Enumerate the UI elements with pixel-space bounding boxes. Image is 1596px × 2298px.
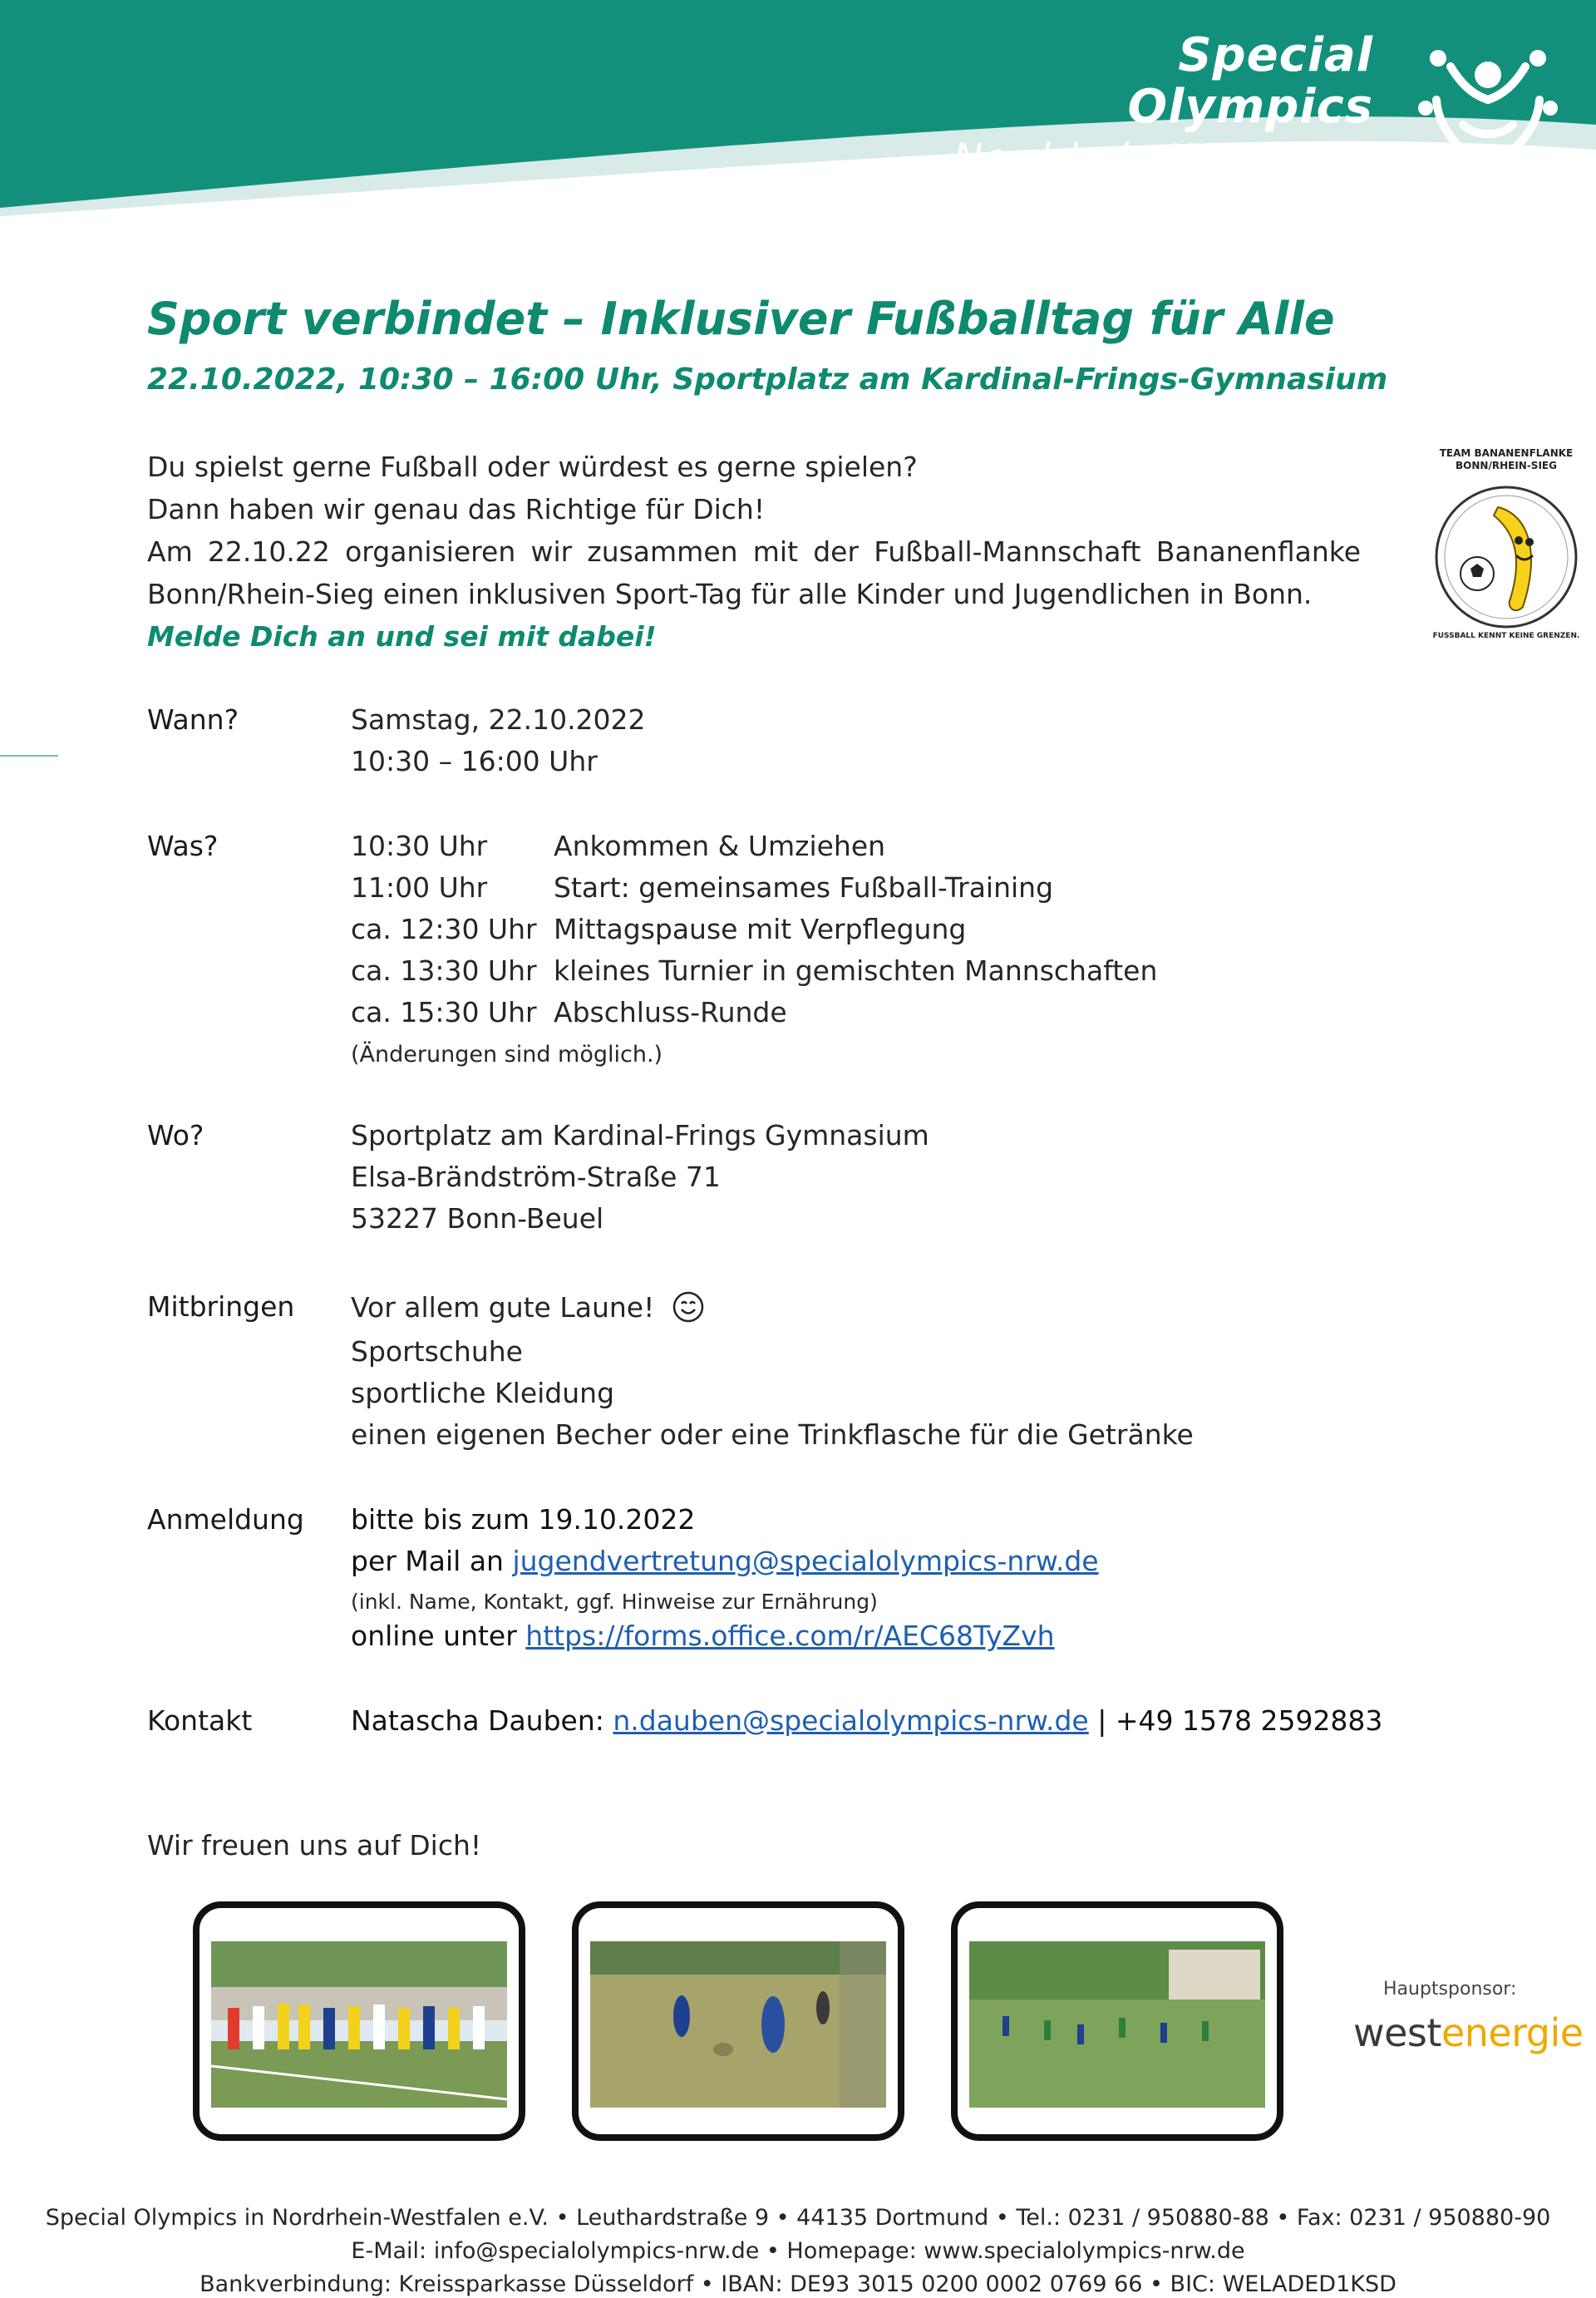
intro-text xyxy=(147,446,1361,658)
schedule-time: ca. 13:30 Uhr xyxy=(351,954,537,987)
bring-item: sportliche Kleidung xyxy=(351,1377,615,1409)
wann-date: Samstag, 22.10.2022 xyxy=(351,703,646,736)
intro-line: Am 22.10.22 organisieren wir zusammen mit der Fußball-Mannschaft Bananenflanke xyxy=(147,535,1361,568)
contact-name: Natascha Dauben: xyxy=(351,1704,613,1737)
venue-name: Sportplatz am Kardinal-Frings Gymnasium xyxy=(351,1119,929,1151)
bring-item: Vor allem gute Laune! xyxy=(351,1291,655,1324)
call-to-action: Melde Dich an und sei mit dabei! xyxy=(147,620,657,653)
brand-olympics: Olympics xyxy=(1127,80,1373,134)
page-title: Sport verbindet – Inklusiver Fußballtag für Alle xyxy=(147,293,1335,345)
schedule-time: ca. 12:30 Uhr xyxy=(351,913,537,945)
schedule-note: (Änderungen sind möglich.) xyxy=(351,1042,663,1068)
schedule-item: Start: gemeinsames Fußball-Training xyxy=(554,871,1054,904)
contact-phone: | +49 1578 2592883 xyxy=(1088,1704,1383,1737)
banana-mascot-icon xyxy=(1431,482,1581,632)
schedule-time: 10:30 Uhr xyxy=(351,830,488,862)
contact-email-link[interactable]: n.dauben@specialolympics-nrw.de xyxy=(613,1704,1089,1737)
registration-mail-prefix: per Mail an xyxy=(351,1545,513,1577)
team-name-line: BONN/RHEIN-SIEG xyxy=(1456,460,1557,471)
team-bananenflanke-logo xyxy=(1423,447,1589,647)
team-slogan: FUSSBALL KENNT KEINE GRENZEN. xyxy=(1432,632,1580,640)
registration-form-link[interactable]: https://forms.office.com/r/AEC68TyZvh xyxy=(525,1620,1055,1652)
special-olympics-logo-icon xyxy=(1405,25,1571,191)
was-label: Was? xyxy=(147,830,219,862)
schedule-time: 11:00 Uhr xyxy=(351,871,488,904)
intro-line: Dann haben wir genau das Richtige für Dich! xyxy=(147,493,766,525)
contact-line xyxy=(351,1704,1382,1737)
schedule-item: Ankommen & Umziehen xyxy=(554,830,886,862)
wo-label: Wo? xyxy=(147,1119,204,1151)
venue-street: Elsa-Brändström-Straße 71 xyxy=(351,1161,721,1193)
schedule-item: Mittagspause mit Verpflegung xyxy=(554,913,967,945)
venue-city: 53227 Bonn-Beuel xyxy=(351,1202,604,1235)
bring-item: Sportschuhe xyxy=(351,1335,523,1368)
team-name-line: TEAM BANANENFLANKE xyxy=(1439,447,1574,459)
smiley-icon xyxy=(672,1290,705,1324)
registration-email-link[interactable]: jugendvertretung@specialolympics-nrw.de xyxy=(512,1545,1099,1577)
registration-note: (inkl. Name, Kontakt, ggf. Hinweise zur Ernährung) xyxy=(351,1590,878,1614)
intro-line: Bonn/Rhein-Sieg einen inklusiven Sport-Tag für alle Kinder und Jugendlichen in Bonn. xyxy=(147,578,1313,610)
closing-text: Wir freuen uns auf Dich! xyxy=(147,1829,482,1862)
sponsor-name-part: west xyxy=(1353,2010,1441,2055)
photo-frame xyxy=(951,1901,1283,2141)
wann-time: 10:30 – 16:00 Uhr xyxy=(351,745,598,777)
page-subtitle: 22.10.2022, 10:30 – 16:00 Uhr, Sportplatz am Kardinal-Frings-Gymnasium xyxy=(147,362,1388,397)
intro-line: Du spielst gerne Fußball oder würdest es gerne spielen? xyxy=(147,451,918,483)
bring-item-wrapper xyxy=(351,1290,705,1324)
registration-mail-line xyxy=(351,1545,1099,1577)
footer xyxy=(0,2202,1596,2298)
registration-online-line xyxy=(351,1620,1055,1652)
sponsor-label: Hauptsponsor: xyxy=(1383,1979,1517,2000)
schedule-item: Abschluss-Runde xyxy=(554,996,787,1028)
brand-special: Special xyxy=(1178,28,1373,82)
footer-bank: Bankverbindung: Kreissparkasse Düsseldorf • IBAN: DE93 3015 0200 0002 0769 66 • BIC: WELADED1KSD xyxy=(200,2271,1396,2297)
photo-frame xyxy=(572,1901,904,2141)
bring-item: einen eigenen Becher oder eine Trinkflasche für die Getränke xyxy=(351,1418,1194,1451)
mitbringen-label: Mitbringen xyxy=(147,1290,295,1323)
registration-online-prefix: online unter xyxy=(351,1620,526,1652)
kontakt-label: Kontakt xyxy=(147,1704,253,1737)
brand-wordmark xyxy=(953,30,1373,185)
schedule-time: ca. 15:30 Uhr xyxy=(351,996,537,1028)
sponsor-logo xyxy=(1353,2010,1584,2055)
sponsor-name-part: energie xyxy=(1441,2010,1584,2055)
team-name xyxy=(1423,447,1589,472)
tournament-photo xyxy=(969,1941,1265,2108)
schedule-item: kleines Turnier in gemischten Mannschaften xyxy=(554,954,1158,987)
photo-frame xyxy=(193,1901,525,2141)
brand-region: Nordrhein-Westfalen xyxy=(953,136,1373,182)
team-photo xyxy=(211,1941,507,2108)
footer-address: Special Olympics in Nordrhein-Westfalen e.V. • Leuthardstraße 9 • 44135 Dortmund • Tel.: 0231 / 950880-88 • Fax: 0231 / 950880-90 xyxy=(45,2205,1551,2231)
footer-contact: E-Mail: info@specialolympics-nrw.de • Homepage: www.specialolympics-nrw.de xyxy=(351,2238,1245,2264)
registration-deadline: bitte bis zum 19.10.2022 xyxy=(351,1503,696,1536)
wann-label: Wann? xyxy=(147,703,239,736)
training-photo xyxy=(590,1941,886,2108)
anmeldung-label: Anmeldung xyxy=(147,1503,304,1536)
fold-mark xyxy=(0,755,58,757)
